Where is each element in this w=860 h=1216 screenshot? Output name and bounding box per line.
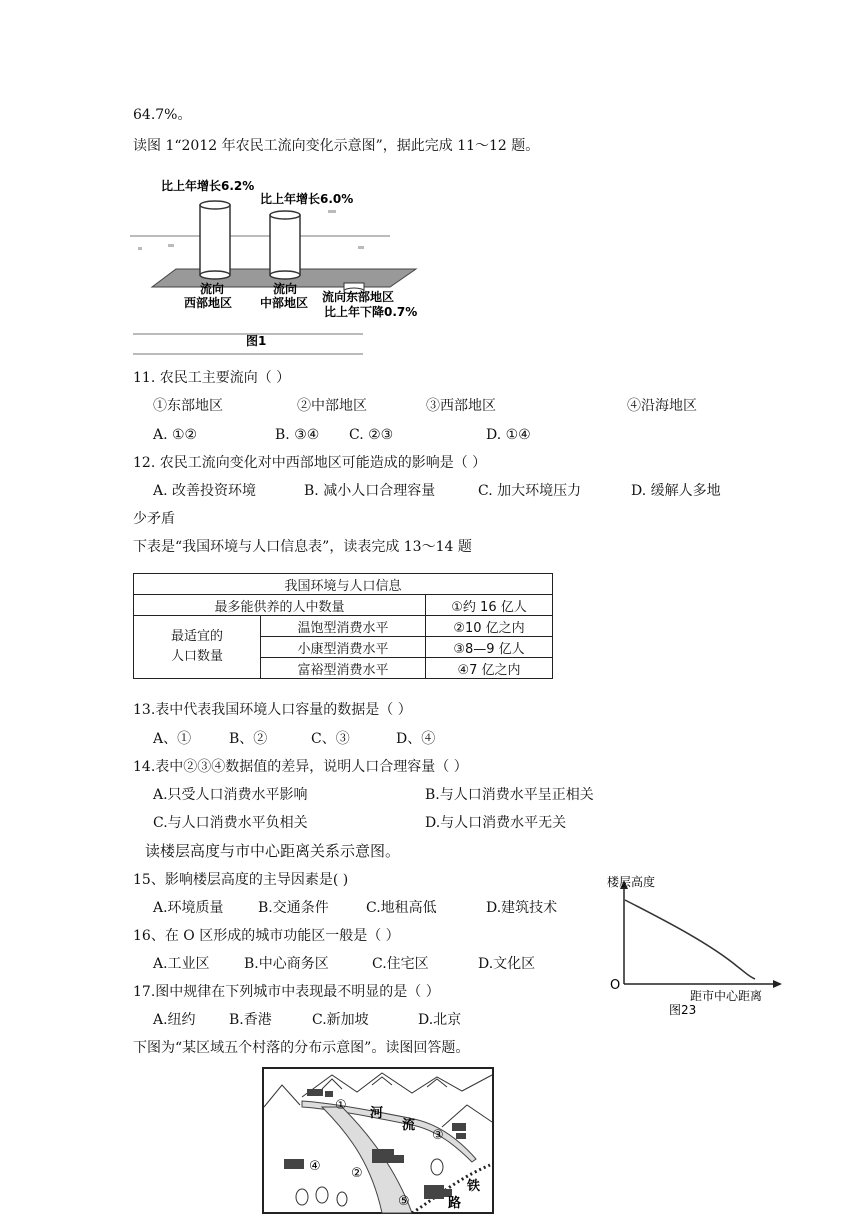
q12-option-d: D. 缓解人多地 [631,483,721,499]
west-change: 比上年增长6.2% [161,179,255,193]
q15-option-d: D.建筑技术 [486,900,558,916]
village-2-label: ② [351,1166,363,1181]
q12-option-b: B. 减小人口合理容量 [304,483,436,499]
west-label-1: 流向 [200,282,225,296]
q14-stem: 14.表中②③④数据值的差异，说明人口合理容量（ ） [133,759,468,775]
east-change: 比上年下降0.7% [324,305,418,319]
q15-option-b: B.交通条件 [258,900,329,916]
table-row-level: 温饱型消费水平 [261,616,426,637]
west-label-2: 西部地区 [184,296,233,310]
rail-label-2: 路 [448,1196,462,1211]
q17-option-b: B.香港 [229,1012,272,1028]
fig23-caption: 图23 [669,1003,697,1017]
fig23-xlabel: 距市中心距离 [690,989,763,1003]
intro-tail: 64.7%。 [133,107,192,123]
table-max-label: 最多能供养的人中数量 [134,595,426,616]
q11-option-3: ③西部地区 [426,398,496,414]
village-3-label: ③ [432,1128,444,1143]
figure-23 [598,872,788,1022]
central-label-2: 中部地区 [260,296,309,310]
q16-option-b: B.中心商务区 [244,956,329,972]
river-label-1: 河 [370,1106,384,1121]
q13-option-d: D、④ [396,731,436,747]
q14-option-d: D.与人口消费水平无关 [425,815,567,831]
east-label: 流向东部地区 [322,290,395,304]
village-4-label: ④ [309,1159,321,1174]
table-row-value: ④7 亿之内 [426,658,553,679]
x-axis-arrow-icon [773,980,782,988]
q13-option-b: B、② [229,731,268,747]
q16-stem: 16、在 O 区形成的城市功能区一般是（ ） [133,928,400,944]
table-optimal-label [134,616,261,679]
central-label-1: 流向 [273,282,298,296]
q17-option-c: C.新加坡 [312,1012,369,1028]
q11-option-1: ①东部地区 [153,398,223,414]
q13-option-c: C、③ [311,731,350,747]
q15-option-a: A.环境质量 [153,900,224,916]
q16-option-d: D.文化区 [478,956,536,972]
q15-stem: 15、影响楼层高度的主导因素是( ) [133,872,349,888]
population-table [133,573,553,679]
table-row-value: ②10 亿之内 [426,616,553,637]
q13-stem: 13.表中代表我国环境人口容量的数据是（ ） [133,702,412,718]
q17-option-a: A.纽约 [153,1012,196,1028]
table-max-value: ①约 16 亿人 [426,595,553,616]
west-cylinder [200,201,230,279]
q14-option-a: A.只受人口消费水平影响 [153,787,308,803]
village-map [262,1067,494,1214]
q13-option-a: A、① [153,731,192,747]
figure-1 [128,165,428,365]
table-intro: 下表是“我国环境与人口信息表”，读表完成 13～14 题 [133,539,472,555]
q16-option-a: A.工业区 [153,956,210,972]
central-change: 比上年增长6.0% [260,192,354,206]
fig23-origin: O [610,978,621,993]
q12-stem: 12. 农民工流向变化对中西部地区可能造成的影响是（ ） [133,455,487,471]
q12-option-d-cont: 少矛盾 [133,511,175,527]
q11-answer-d: D. ①④ [486,427,531,443]
river-label-2: 流 [402,1118,416,1133]
table-optimal-label-2: 人口数量 [170,649,223,664]
fig23-ylabel: 楼层高度 [607,875,656,889]
q11-answer-a: A. ①② [153,427,198,443]
table-title: 我国环境与人口信息 [134,574,553,595]
rail-label-1: 铁 [467,1179,481,1194]
q17-option-d: D.北京 [418,1012,462,1028]
table-row-value: ③8—9 亿人 [426,637,553,658]
height-curve [625,900,755,979]
village-5-label: ⑤ [398,1194,410,1209]
q14-option-b: B.与人口消费水平呈正相关 [425,787,594,803]
table-row-level: 富裕型消费水平 [261,658,426,679]
q15-option-c: C.地租高低 [366,900,437,916]
q17-stem: 17.图中规律在下列城市中表现最不明显的是（ ） [133,984,440,1000]
table-row-level: 小康型消费水平 [261,637,426,658]
q11-stem: 11. 农民工主要流向（ ） [133,370,291,386]
q11-option-4: ④沿海地区 [627,398,697,414]
q11-answer-c: C. ②③ [349,427,394,443]
map-intro: 下图为“某区域五个村落的分布示意图”。读图回答题。 [133,1040,470,1056]
fig1-intro: 读图 1“2012 年农民工流向变化示意图”，据此完成 11～12 题。 [133,138,540,154]
q16-option-c: C.住宅区 [372,956,429,972]
q11-answer-b: B. ③④ [275,427,320,443]
q12-option-a: A. 改善投资环境 [153,483,257,499]
q14-option-c: C.与人口消费水平负相关 [153,815,308,831]
graph-intro: 读楼层高度与市中心距离关系示意图。 [145,842,401,860]
q12-option-c: C. 加大环境压力 [478,483,582,499]
table-optimal-label-1: 最适宜的 [170,629,223,644]
village-1-label: ① [335,1098,347,1113]
fig1-caption: 图1 [246,334,267,348]
q11-option-2: ②中部地区 [297,398,367,414]
central-cylinder [270,211,300,279]
